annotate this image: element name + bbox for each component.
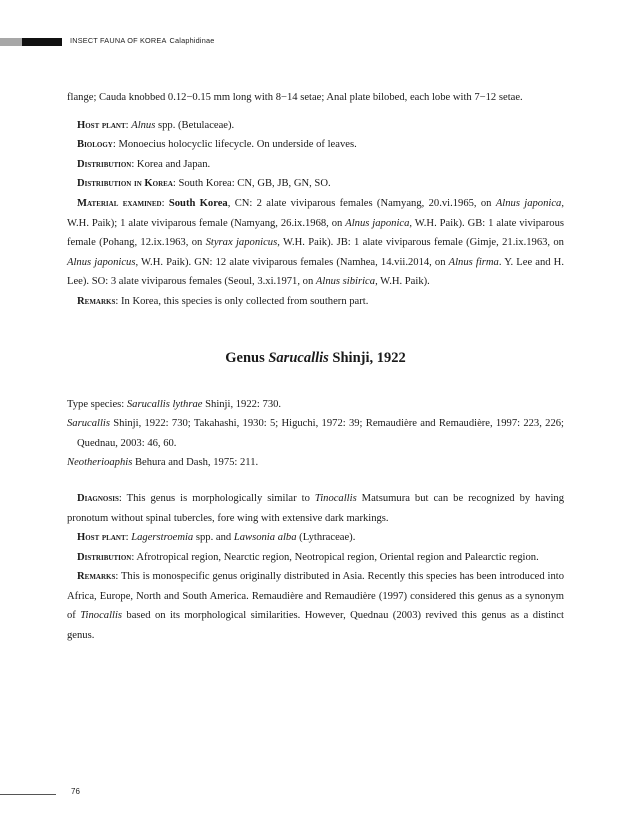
distribution-paragraph: Distribution: Korea and Japan. (77, 158, 211, 170)
genus-remarks-paragraph: Remarks: This is monospecific genus originally distributed in Asia. Recently this species has been introduced into Africa, Europe, North and South America. Remaudière and Remaudière (1997) considered this genus as a synonym of Tinocallis based on its morphological similarities. However, Quednau (2003) revived this genus as a distinct genus. (67, 571, 564, 642)
genus-heading: Genus Sarucallis Shinji, 1922 (225, 349, 406, 366)
header-subtitle: Calaphidinae (169, 36, 215, 45)
header-title: INSECT FAUNA OF KOREA (70, 36, 167, 45)
diagnosis-label: Diagnosis (77, 492, 119, 504)
diagnosis-paragraph: Diagnosis: This genus is morphologically similar to Tinocallis Matsumura but can be recognized by having pronotum without spinal tubercles, fore wing with extensive dark markings. (67, 492, 565, 524)
running-header (70, 36, 215, 45)
host-plant-label: Host plant (77, 119, 126, 131)
synonym-sarucallis: Sarucallis Shinji, 1922: 730; Takahashi, 1930: 5; Higuchi, 1972: 39; Remaudière and Remaudière, 1997: 223, 226; Quednau, 2003: 46, 60. (67, 418, 564, 449)
header-bar-grey (0, 38, 22, 46)
genus-host-plant-paragraph: Host plant: Lagerstroemia spp. and Lawsonia alba (Lythraceae). (77, 532, 356, 544)
page-number: 76 (71, 787, 80, 796)
remarks-paragraph: Remarks: In Korea, this species is only collected from southern part. (77, 295, 369, 307)
biology-label: Biology (77, 139, 113, 151)
host-plant-genus: Alnus (131, 119, 156, 131)
type-species-paragraph: Type species: Sarucallis lythrae Shinji, 1922: 730. (67, 398, 282, 410)
material-examined-label: Material examined (77, 197, 162, 209)
genus-distribution-label: Distribution (77, 551, 132, 563)
continuation-paragraph: flange; Cauda knobbed 0.12−0.15 mm long with 8−14 setae; Anal plate bilobed, each lobe with 7−12 setae. (67, 92, 523, 103)
biology-paragraph: Biology: Monoecius holocyclic lifecycle. On underside of leaves. (77, 139, 357, 151)
genus-heading-name: Sarucallis (268, 349, 329, 366)
genus-remarks-label: Remarks (77, 571, 116, 583)
distribution-korea-paragraph: Distribution in Korea: South Korea: CN, GB, JB, GN, SO. (77, 178, 331, 190)
footer-rule (0, 794, 56, 795)
remarks-label: Remarks (77, 295, 116, 307)
distribution-label: Distribution (77, 158, 132, 170)
host-plant-paragraph: Host plant: Alnus spp. (Betulaceae). (77, 119, 235, 131)
material-examined-paragraph: Material examined: South Korea, CN: 2 alate viviparous females (Namyang, 20.vi.1965, on Alnus japonica, W.H. Paik); 1 alate viviparous female (Namyang, 26.ix.1968, on Alnus japonica, W.H. Paik). GB: 1 alate viviparous female (Pohang, 12.ix.1963, on Styrax japonicus, W.H. Paik). JB: 1 alate viviparous female (Gimje, 21.ix.1963, on Alnus japonicus, W.H. Paik). GN: 12 alate viviparous females (Namhea, 14.vii.2014, on Alnus firma. Y. Lee and H. Lee). SO: 3 alate viviparous females (Seoul, 3.xi.1971, on Alnus sibirica, W.H. Paik). (67, 197, 564, 288)
synonym-neotherioaphis: Neotherioaphis Behura and Dash, 1975: 211. (67, 457, 259, 469)
genus-host-plant-label: Host plant (77, 532, 126, 544)
page-body (67, 88, 564, 646)
genus-distribution-paragraph: Distribution: Afrotropical region, Nearctic region, Neotropical region, Oriental region and Palearctic region. (77, 551, 539, 563)
distribution-korea-label: Distribution in Korea (77, 178, 173, 190)
header-bar-black (22, 38, 62, 46)
